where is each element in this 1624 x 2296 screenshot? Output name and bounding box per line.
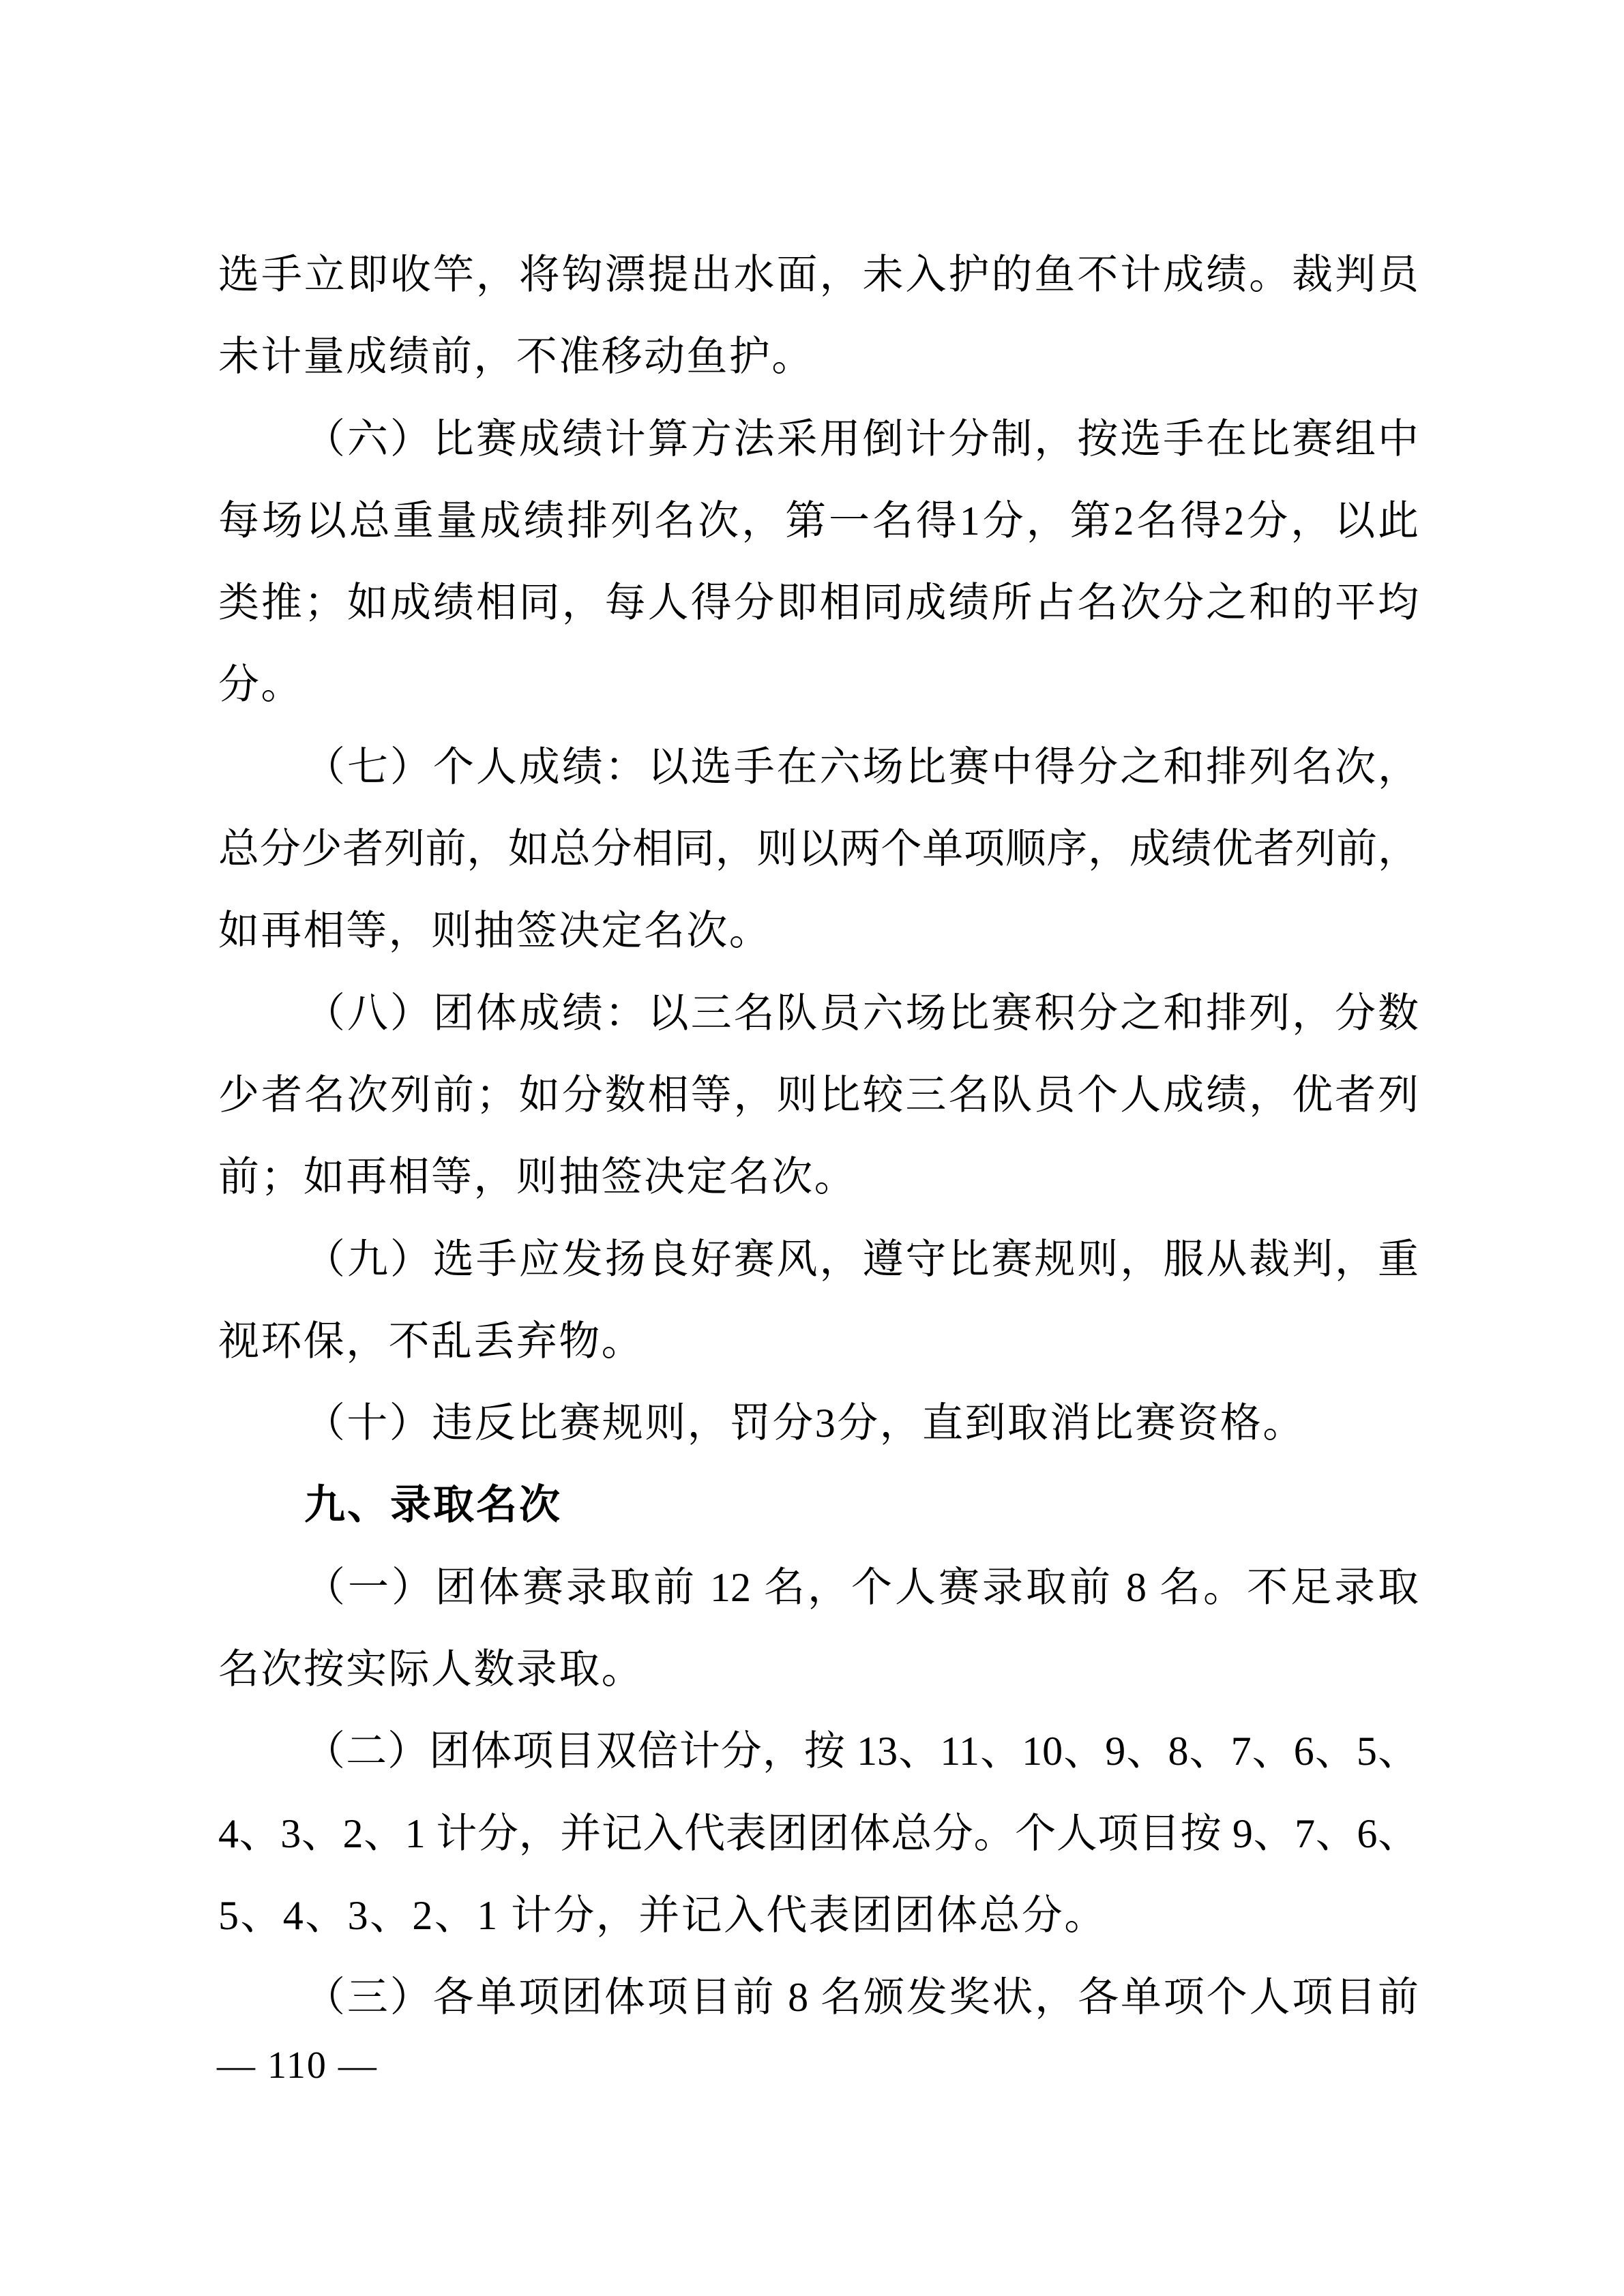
text-line: 如再相等，则抽签决定名次。 (218, 908, 772, 954)
text-line: （三）各单项团体项目前 8 名颁发奖状，各单项个人项目前 (304, 1975, 1419, 2021)
text-line: （九）选手应发扬良好赛风，遵守比赛规则，服从裁判，重 (304, 1236, 1419, 1282)
text-line: 分。 (218, 662, 304, 708)
section-heading: 九、录取名次 (304, 1482, 562, 1528)
text-line: （一）团体赛录取前 12 名，个人赛录取前 8 名。不足录取 (304, 1564, 1419, 1610)
text-line: 视环保，不乱丢弃物。 (218, 1318, 644, 1364)
text-line: 5、4、3、2、1 计分，并记入代表团团体总分。 (218, 1892, 1107, 1938)
text-line: 前；如再相等，则抽签决定名次。 (218, 1154, 857, 1200)
text-line: 每场以总重量成绩排列名次，第一名得1分，第2名得2分，以此 (218, 498, 1419, 543)
text-line: 名次按实际人数录取。 (218, 1647, 644, 1693)
text-line: 总分少者列前，如总分相同，则以两个单项顺序，成绩优者列前， (218, 826, 1419, 872)
text-line: （六）比赛成绩计算方法采用倒计分制，按选手在比赛组中 (304, 416, 1419, 462)
page-number: — 110 — (217, 2044, 378, 2087)
text-line: 类推；如成绩相同，每人得分即相同成绩所占名次分之和的平均 (218, 580, 1419, 626)
body-text (218, 234, 1419, 2039)
text-line: （二）团体项目双倍计分，按 13、11、10、9、8、7、6、5、 (304, 1729, 1419, 1774)
text-line: 4、3、2、1 计分，并记入代表团团体总分。个人项目按 9、7、6、 (218, 1810, 1419, 1856)
text-line: （八）团体成绩：以三名队员六场比赛积分之和排列，分数 (304, 990, 1419, 1036)
text-line: 少者名次列前；如分数相等，则比较三名队员个人成绩，优者列 (218, 1072, 1419, 1118)
text-line: （七）个人成绩：以选手在六场比赛中得分之和排列名次， (304, 744, 1419, 790)
text-line: 选手立即收竿，将钩漂提出水面，未入护的鱼不计成绩。裁判员 (218, 252, 1419, 297)
text-line: （十）违反比赛规则，罚分3分，直到取消比赛资格。 (304, 1401, 1305, 1446)
text-line: 未计量成绩前，不准移动鱼护。 (218, 334, 814, 380)
